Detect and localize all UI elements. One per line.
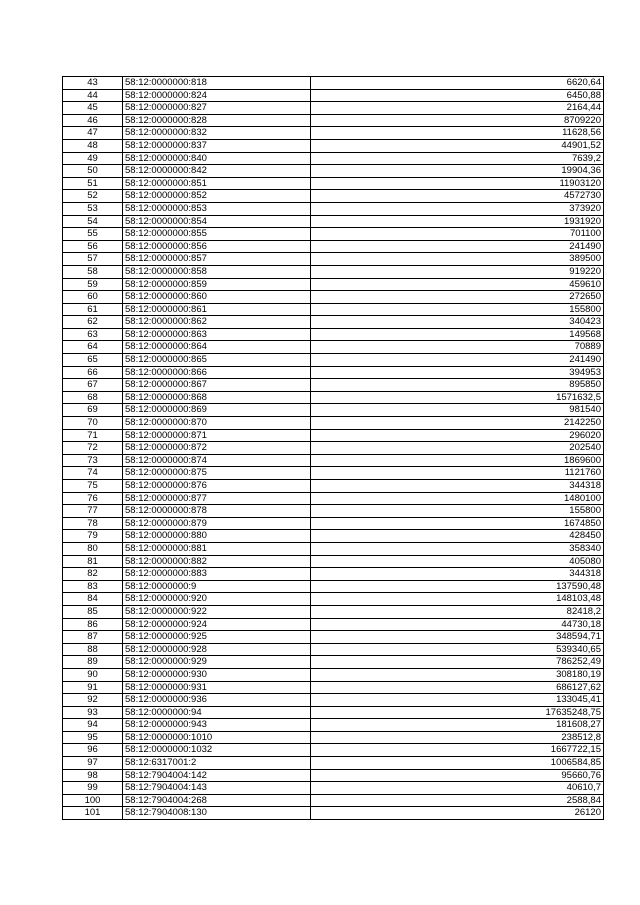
cadastral-number-cell: 58:12:0000000:883 [123,568,311,581]
row-number-cell: 74 [63,467,123,480]
value-cell: 394953 [311,366,604,379]
value-cell: 155800 [311,303,604,316]
table-row [63,228,604,241]
row-number-cell: 54 [63,215,123,228]
table-row [63,341,604,354]
value-cell: 7639,2 [311,152,604,165]
value-cell: 428450 [311,530,604,543]
value-cell: 405080 [311,555,604,568]
table-row [63,593,604,606]
cadastral-number-cell: 58:12:0000000:871 [123,429,311,442]
value-cell: 981540 [311,404,604,417]
value-cell: 44730,18 [311,618,604,631]
table-row [63,492,604,505]
table-row [63,643,604,656]
table-row [63,605,604,618]
row-number-cell: 46 [63,114,123,127]
table-body [63,77,604,820]
table-row [63,542,604,555]
value-cell: 4572730 [311,190,604,203]
value-cell: 40610,7 [311,782,604,795]
table-row [63,530,604,543]
cadastral-number-cell: 58:12:7904004:143 [123,782,311,795]
row-number-cell: 43 [63,77,123,90]
row-number-cell: 58 [63,265,123,278]
table-row [63,253,604,266]
value-cell: 786252,49 [311,656,604,669]
row-number-cell: 55 [63,228,123,241]
cadastral-number-cell: 58:12:0000000:929 [123,656,311,669]
cadastral-number-cell: 58:12:0000000:824 [123,89,311,102]
value-cell: 241490 [311,240,604,253]
cadastral-number-cell: 58:12:0000000:930 [123,668,311,681]
cadastral-number-cell: 58:12:0000000:840 [123,152,311,165]
value-cell: 1006584,85 [311,757,604,770]
value-cell: 895850 [311,379,604,392]
cadastral-number-cell: 58:12:0000000:842 [123,165,311,178]
table-row [63,278,604,291]
table-row [63,114,604,127]
value-cell: 6450,88 [311,89,604,102]
row-number-cell: 88 [63,643,123,656]
row-number-cell: 77 [63,505,123,518]
table-row [63,102,604,115]
value-cell: 1480100 [311,492,604,505]
row-number-cell: 57 [63,253,123,266]
cadastral-number-cell: 58:12:7904004:268 [123,794,311,807]
row-number-cell: 45 [63,102,123,115]
cadastral-number-cell: 58:12:0000000:878 [123,505,311,518]
table-row [63,354,604,367]
table-row [63,782,604,795]
row-number-cell: 47 [63,127,123,140]
cadastral-number-cell: 58:12:0000000:827 [123,102,311,115]
row-number-cell: 48 [63,139,123,152]
row-number-cell: 90 [63,668,123,681]
table-row [63,177,604,190]
cadastral-number-cell: 58:12:0000000:863 [123,328,311,341]
row-number-cell: 67 [63,379,123,392]
cadastral-number-cell: 58:12:0000000:855 [123,228,311,241]
row-number-cell: 93 [63,706,123,719]
row-number-cell: 92 [63,694,123,707]
table-row [63,303,604,316]
value-cell: 358340 [311,542,604,555]
row-number-cell: 72 [63,442,123,455]
row-number-cell: 79 [63,530,123,543]
row-number-cell: 85 [63,605,123,618]
cadastral-number-cell: 58:12:0000000:818 [123,77,311,90]
value-cell: 19904,36 [311,165,604,178]
table-row [63,480,604,493]
value-cell: 181608,27 [311,719,604,732]
cadastral-number-cell: 58:12:0000000:837 [123,139,311,152]
cadastral-number-cell: 58:12:0000000:882 [123,555,311,568]
table-row [63,505,604,518]
value-cell: 133045,41 [311,694,604,707]
cadastral-number-cell: 58:12:0000000:877 [123,492,311,505]
value-cell: 2164,44 [311,102,604,115]
row-number-cell: 62 [63,316,123,329]
cadastral-number-cell: 58:12:0000000:868 [123,391,311,404]
cadastral-number-cell: 58:12:0000000:853 [123,202,311,215]
cadastral-number-cell: 58:12:0000000:869 [123,404,311,417]
table-row [63,719,604,732]
table-row [63,454,604,467]
value-cell: 17635248,75 [311,706,604,719]
cadastral-number-cell: 58:12:0000000:874 [123,454,311,467]
cadastral-number-cell: 58:12:0000000:857 [123,253,311,266]
value-cell: 137590,48 [311,580,604,593]
value-cell: 686127,62 [311,681,604,694]
cadastral-number-cell: 58:12:0000000:94 [123,706,311,719]
row-number-cell: 64 [63,341,123,354]
row-number-cell: 44 [63,89,123,102]
cadastral-number-cell: 58:12:0000000:866 [123,366,311,379]
row-number-cell: 100 [63,794,123,807]
cadastral-number-cell: 58:12:0000000:9 [123,580,311,593]
cadastral-number-cell: 58:12:0000000:861 [123,303,311,316]
table-row [63,794,604,807]
table-row [63,190,604,203]
row-number-cell: 84 [63,593,123,606]
value-cell: 2588,84 [311,794,604,807]
cadastral-number-cell: 58:12:0000000:1032 [123,744,311,757]
table-row [63,77,604,90]
value-cell: 539340,65 [311,643,604,656]
value-cell: 1571632,5 [311,391,604,404]
value-cell: 149568 [311,328,604,341]
row-number-cell: 69 [63,404,123,417]
row-number-cell: 99 [63,782,123,795]
row-number-cell: 86 [63,618,123,631]
table-row [63,429,604,442]
value-cell: 82418,2 [311,605,604,618]
value-cell: 340423 [311,316,604,329]
value-cell: 241490 [311,354,604,367]
table-row [63,291,604,304]
row-number-cell: 83 [63,580,123,593]
value-cell: 1121760 [311,467,604,480]
value-cell: 95660,76 [311,769,604,782]
value-cell: 1674850 [311,517,604,530]
cadastral-number-cell: 58:12:0000000:931 [123,681,311,694]
cadastral-number-cell: 58:12:0000000:864 [123,341,311,354]
cadastral-number-cell: 58:12:0000000:875 [123,467,311,480]
row-number-cell: 76 [63,492,123,505]
cadastral-number-cell: 58:12:7904008:130 [123,807,311,820]
cadastral-number-cell: 58:12:0000000:936 [123,694,311,707]
table-row [63,580,604,593]
row-number-cell: 53 [63,202,123,215]
cadastral-number-cell: 58:12:0000000:943 [123,719,311,732]
row-number-cell: 75 [63,480,123,493]
cadastral-number-cell: 58:12:0000000:828 [123,114,311,127]
table-row [63,379,604,392]
row-number-cell: 61 [63,303,123,316]
cadastral-number-cell: 58:12:0000000:852 [123,190,311,203]
row-number-cell: 59 [63,278,123,291]
row-number-cell: 56 [63,240,123,253]
cadastral-number-cell: 58:12:0000000:859 [123,278,311,291]
cadastral-number-cell: 58:12:7904004:142 [123,769,311,782]
table-row [63,706,604,719]
value-cell: 6620,64 [311,77,604,90]
cadastral-number-cell: 58:12:0000000:879 [123,517,311,530]
value-cell: 26120 [311,807,604,820]
table-row [63,442,604,455]
table-row [63,467,604,480]
table-row [63,328,604,341]
value-cell: 308180,19 [311,668,604,681]
row-number-cell: 96 [63,744,123,757]
row-number-cell: 80 [63,542,123,555]
value-cell: 1667722,15 [311,744,604,757]
value-cell: 296020 [311,429,604,442]
table-row [63,517,604,530]
cadastral-number-cell: 58:12:0000000:925 [123,631,311,644]
table-row [63,744,604,757]
table-row [63,757,604,770]
table-row [63,265,604,278]
value-cell: 11628,56 [311,127,604,140]
table-row [63,769,604,782]
value-cell: 238512,8 [311,731,604,744]
value-cell: 344318 [311,568,604,581]
value-cell: 202540 [311,442,604,455]
value-cell: 70889 [311,341,604,354]
value-cell: 272650 [311,291,604,304]
table-row [63,152,604,165]
cadastral-number-cell: 58:12:0000000:880 [123,530,311,543]
table-row [63,366,604,379]
cadastral-number-cell: 58:12:0000000:858 [123,265,311,278]
cadastral-number-cell: 58:12:0000000:870 [123,417,311,430]
cadastral-table [62,76,604,820]
table-row [63,240,604,253]
cadastral-number-cell: 58:12:0000000:876 [123,480,311,493]
table-row [63,631,604,644]
value-cell: 11903120 [311,177,604,190]
value-cell: 344318 [311,480,604,493]
row-number-cell: 97 [63,757,123,770]
cadastral-number-cell: 58:12:0000000:867 [123,379,311,392]
cadastral-number-cell: 58:12:0000000:1010 [123,731,311,744]
value-cell: 2142250 [311,417,604,430]
row-number-cell: 50 [63,165,123,178]
table-row [63,202,604,215]
value-cell: 459610 [311,278,604,291]
value-cell: 348594,71 [311,631,604,644]
row-number-cell: 60 [63,291,123,304]
row-number-cell: 94 [63,719,123,732]
row-number-cell: 66 [63,366,123,379]
row-number-cell: 89 [63,656,123,669]
row-number-cell: 95 [63,731,123,744]
row-number-cell: 65 [63,354,123,367]
cadastral-number-cell: 58:12:0000000:860 [123,291,311,304]
row-number-cell: 70 [63,417,123,430]
table-row [63,165,604,178]
table-row [63,215,604,228]
row-number-cell: 87 [63,631,123,644]
table-row [63,391,604,404]
table-row [63,668,604,681]
table-row [63,404,604,417]
table-row [63,139,604,152]
row-number-cell: 101 [63,807,123,820]
table-row [63,731,604,744]
cadastral-number-cell: 58:12:0000000:920 [123,593,311,606]
table-row [63,807,604,820]
value-cell: 155800 [311,505,604,518]
value-cell: 148103,48 [311,593,604,606]
cadastral-number-cell: 58:12:0000000:922 [123,605,311,618]
value-cell: 389500 [311,253,604,266]
row-number-cell: 49 [63,152,123,165]
cadastral-number-cell: 58:12:0000000:862 [123,316,311,329]
cadastral-number-cell: 58:12:0000000:881 [123,542,311,555]
value-cell: 919220 [311,265,604,278]
row-number-cell: 91 [63,681,123,694]
row-number-cell: 78 [63,517,123,530]
row-number-cell: 68 [63,391,123,404]
table-row [63,618,604,631]
value-cell: 373920 [311,202,604,215]
table-row [63,568,604,581]
cadastral-number-cell: 58:12:0000000:832 [123,127,311,140]
row-number-cell: 98 [63,769,123,782]
table-row [63,316,604,329]
cadastral-number-cell: 58:12:0000000:856 [123,240,311,253]
cadastral-number-cell: 58:12:0000000:924 [123,618,311,631]
value-cell: 1931920 [311,215,604,228]
table-row [63,89,604,102]
cadastral-number-cell: 58:12:0000000:865 [123,354,311,367]
row-number-cell: 52 [63,190,123,203]
row-number-cell: 82 [63,568,123,581]
table-row [63,681,604,694]
table-row [63,555,604,568]
value-cell: 701100 [311,228,604,241]
table-row [63,127,604,140]
row-number-cell: 73 [63,454,123,467]
row-number-cell: 51 [63,177,123,190]
cadastral-number-cell: 58:12:0000000:854 [123,215,311,228]
row-number-cell: 71 [63,429,123,442]
cadastral-number-cell: 58:12:0000000:928 [123,643,311,656]
row-number-cell: 63 [63,328,123,341]
value-cell: 44901,52 [311,139,604,152]
value-cell: 8709220 [311,114,604,127]
table-row [63,417,604,430]
value-cell: 1869600 [311,454,604,467]
row-number-cell: 81 [63,555,123,568]
table-row [63,656,604,669]
cadastral-number-cell: 58:12:6317001:2 [123,757,311,770]
cadastral-number-cell: 58:12:0000000:872 [123,442,311,455]
table-row [63,694,604,707]
cadastral-number-cell: 58:12:0000000:851 [123,177,311,190]
